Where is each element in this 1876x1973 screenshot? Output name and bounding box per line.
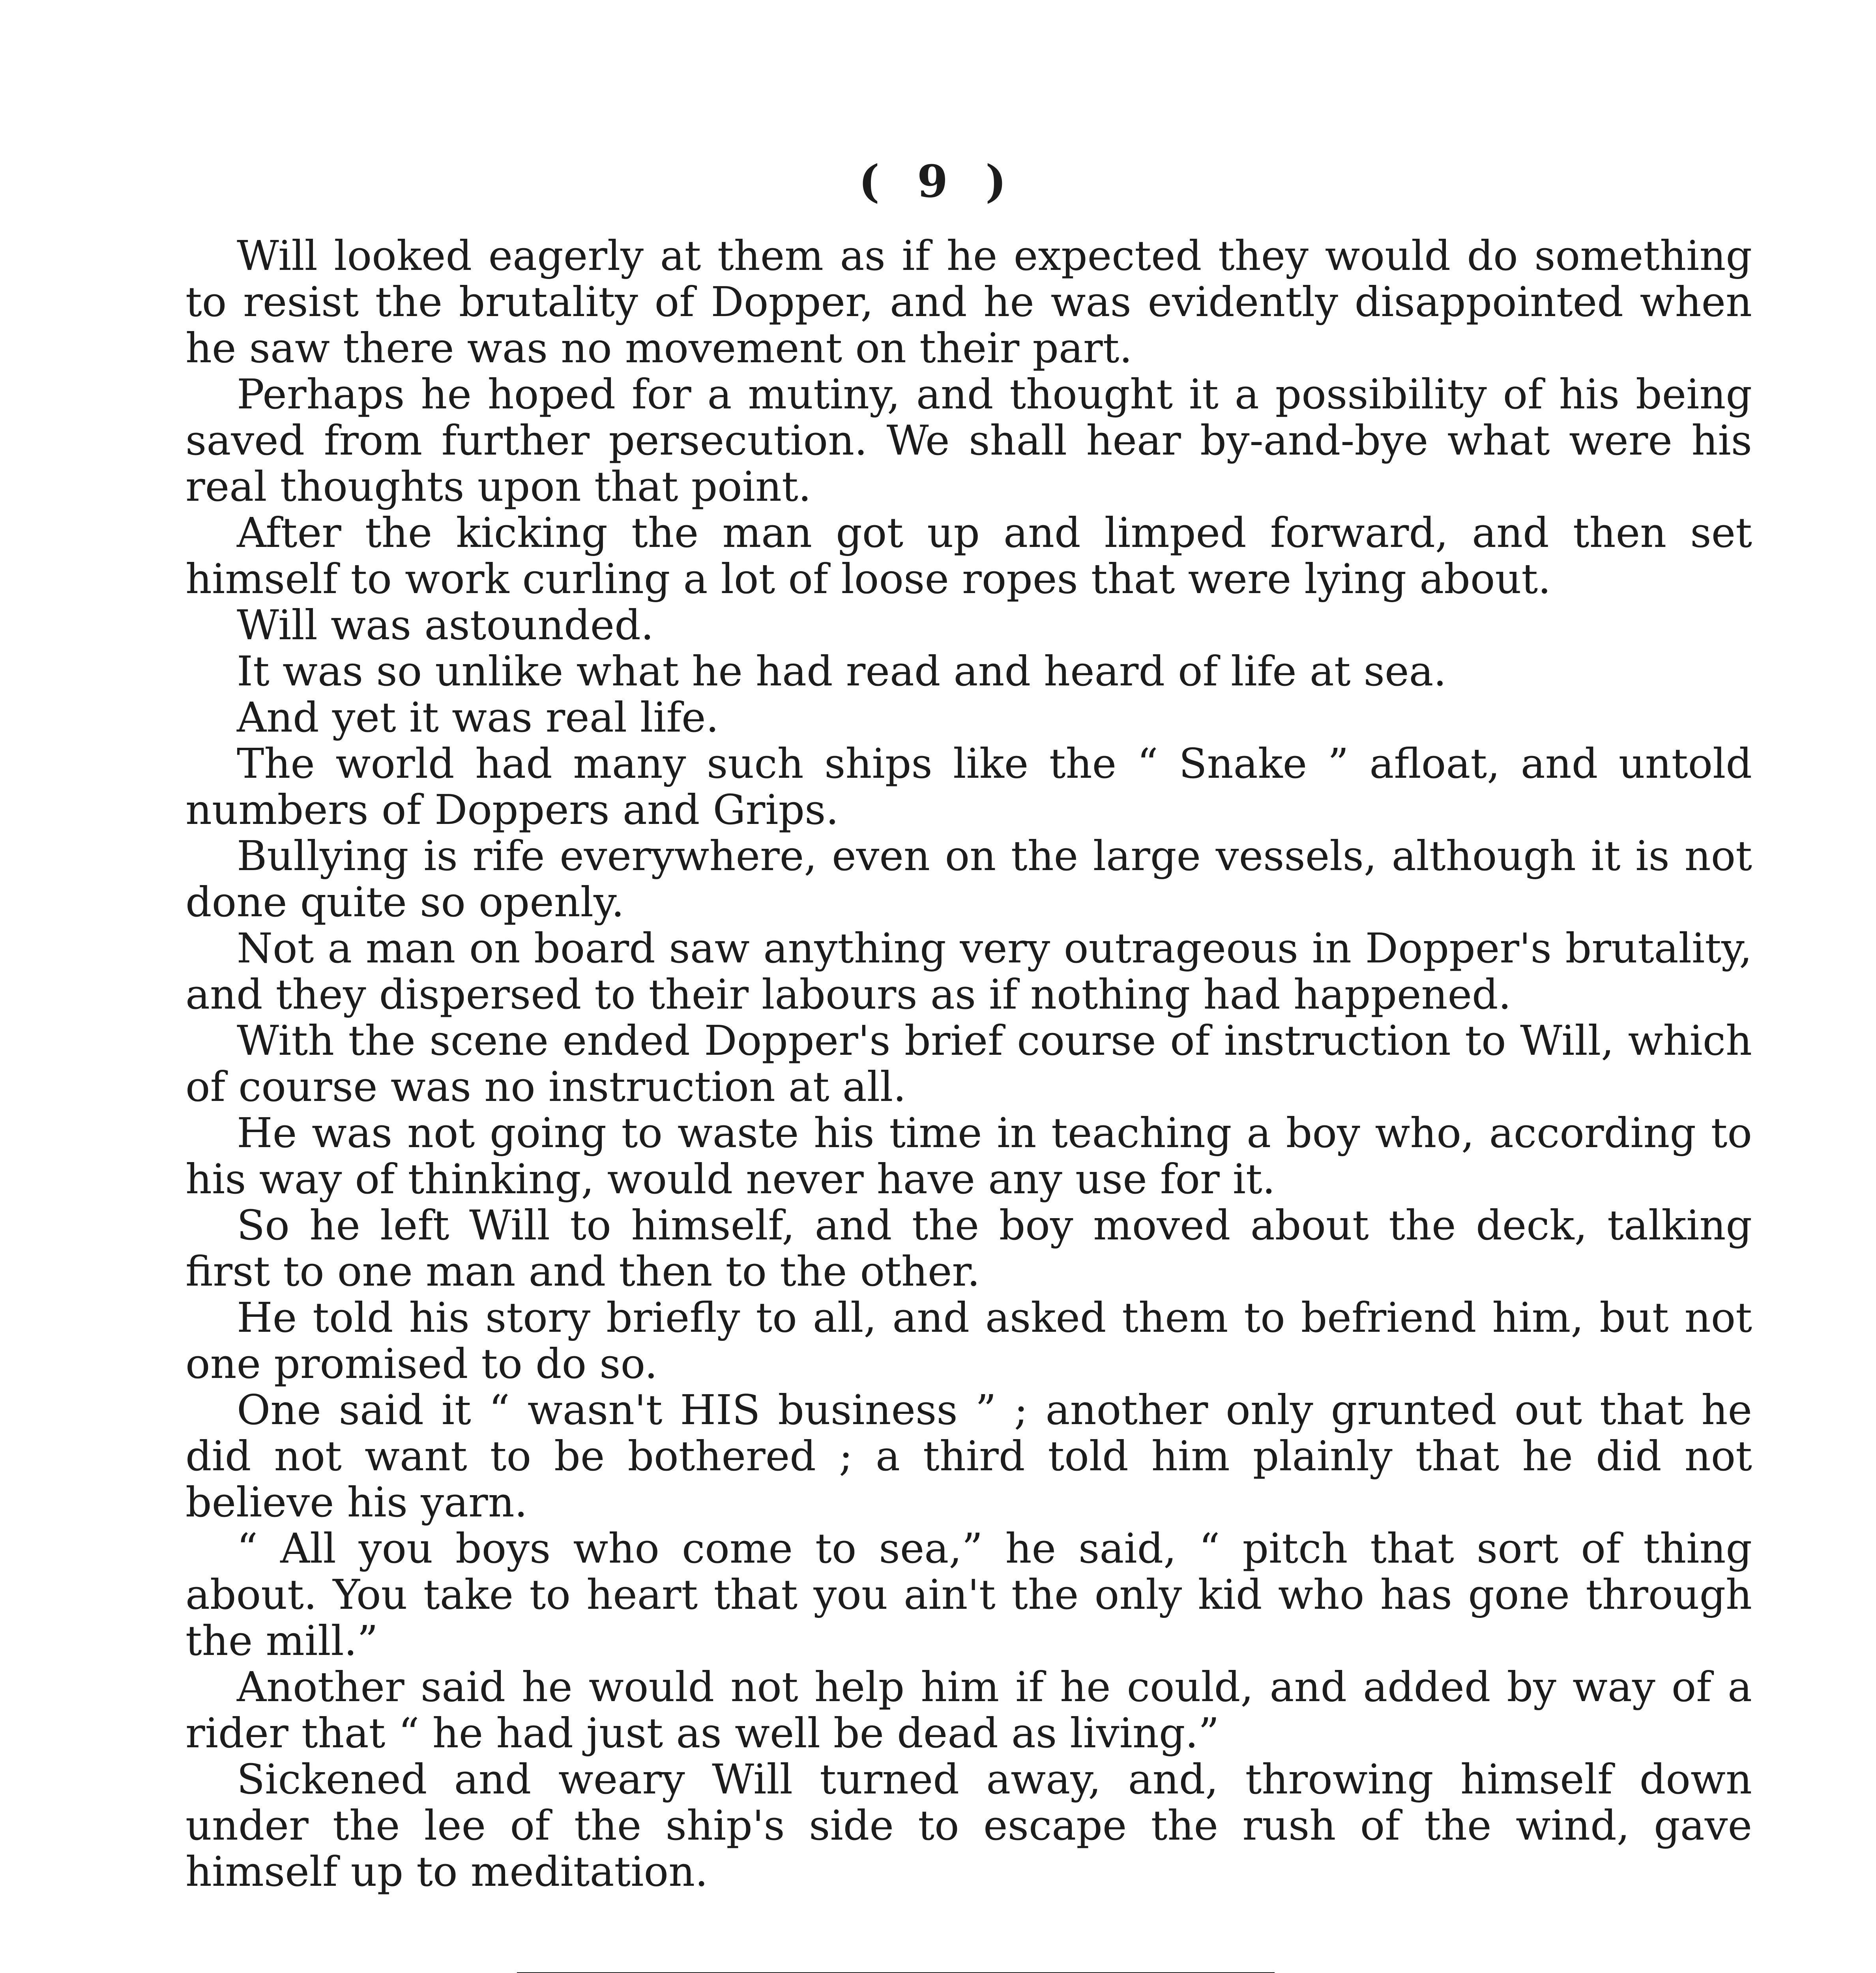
- paragraph: Will looked eagerly at them as if he expected they would do something to resist the brutality of Dopper, and he was evidently disappointed when he saw there was no movement on their part.: [185, 232, 1752, 372]
- paragraph: Not a man on board saw anything very outrageous in Dopper's brutality, and they dispersed to their labours as if nothing had happened.: [185, 924, 1752, 1018]
- paragraph: And yet it was real life.: [237, 693, 719, 741]
- paragraph: Perhaps he hoped for a mutiny, and thought it a possibility of his being saved from further persecution. We shall hear by-and-bye what were his real thoughts upon that point.: [185, 370, 1752, 511]
- paragraph: He told his story briefly to all, and asked them to befriend him, but not one promised to do so.: [185, 1293, 1752, 1388]
- paragraph: Bullying is rife everywhere, even on the large vessels, although it is not done quite so openly.: [185, 832, 1752, 926]
- paragraph: “ All you boys who come to sea,” he said, “ pitch that sort of thing about. You take to heart that you ain't the only kid who has gone through the mill.”: [185, 1524, 1752, 1665]
- paragraph: After the kicking the man got up and limped forward, and then set himself to work curling a lot of loose ropes that were lying about.: [185, 509, 1752, 603]
- paragraph: Will was astounded.: [237, 601, 654, 649]
- paragraph: One said it “ wasn't HIS business ” ; another only grunted out that he did not want to be bothered ; a third told him plainly that he did not believe his yarn.: [185, 1386, 1752, 1526]
- paragraph: He was not going to waste his time in teaching a boy who, according to his way of thinking, would never have any use for it.: [185, 1109, 1752, 1203]
- paragraph: So he left Will to himself, and the boy moved about the deck, talking first to one man and then to the other.: [185, 1201, 1752, 1295]
- page-number: ( 9 ): [859, 156, 1017, 208]
- paragraph: It was so unlike what he had read and heard of life at sea.: [237, 647, 1447, 695]
- paragraph: Sickened and weary Will turned away, and, throwing himself down under the lee of the ship's side to escape the rush of the wind, gave himself up to meditation.: [185, 1755, 1752, 1896]
- paragraph: With the scene ended Dopper's brief course of instruction to Will, which of course was no instruction at all.: [185, 1016, 1752, 1111]
- paragraph: Another said he would not help him if he could, and added by way of a rider that “ he had just as well be dead as living.”: [185, 1663, 1752, 1757]
- paragraph: The world had many such ships like the “ Snake ” afloat, and untold numbers of Doppers and Grips.: [185, 739, 1752, 834]
- body-text: [185, 233, 1752, 1895]
